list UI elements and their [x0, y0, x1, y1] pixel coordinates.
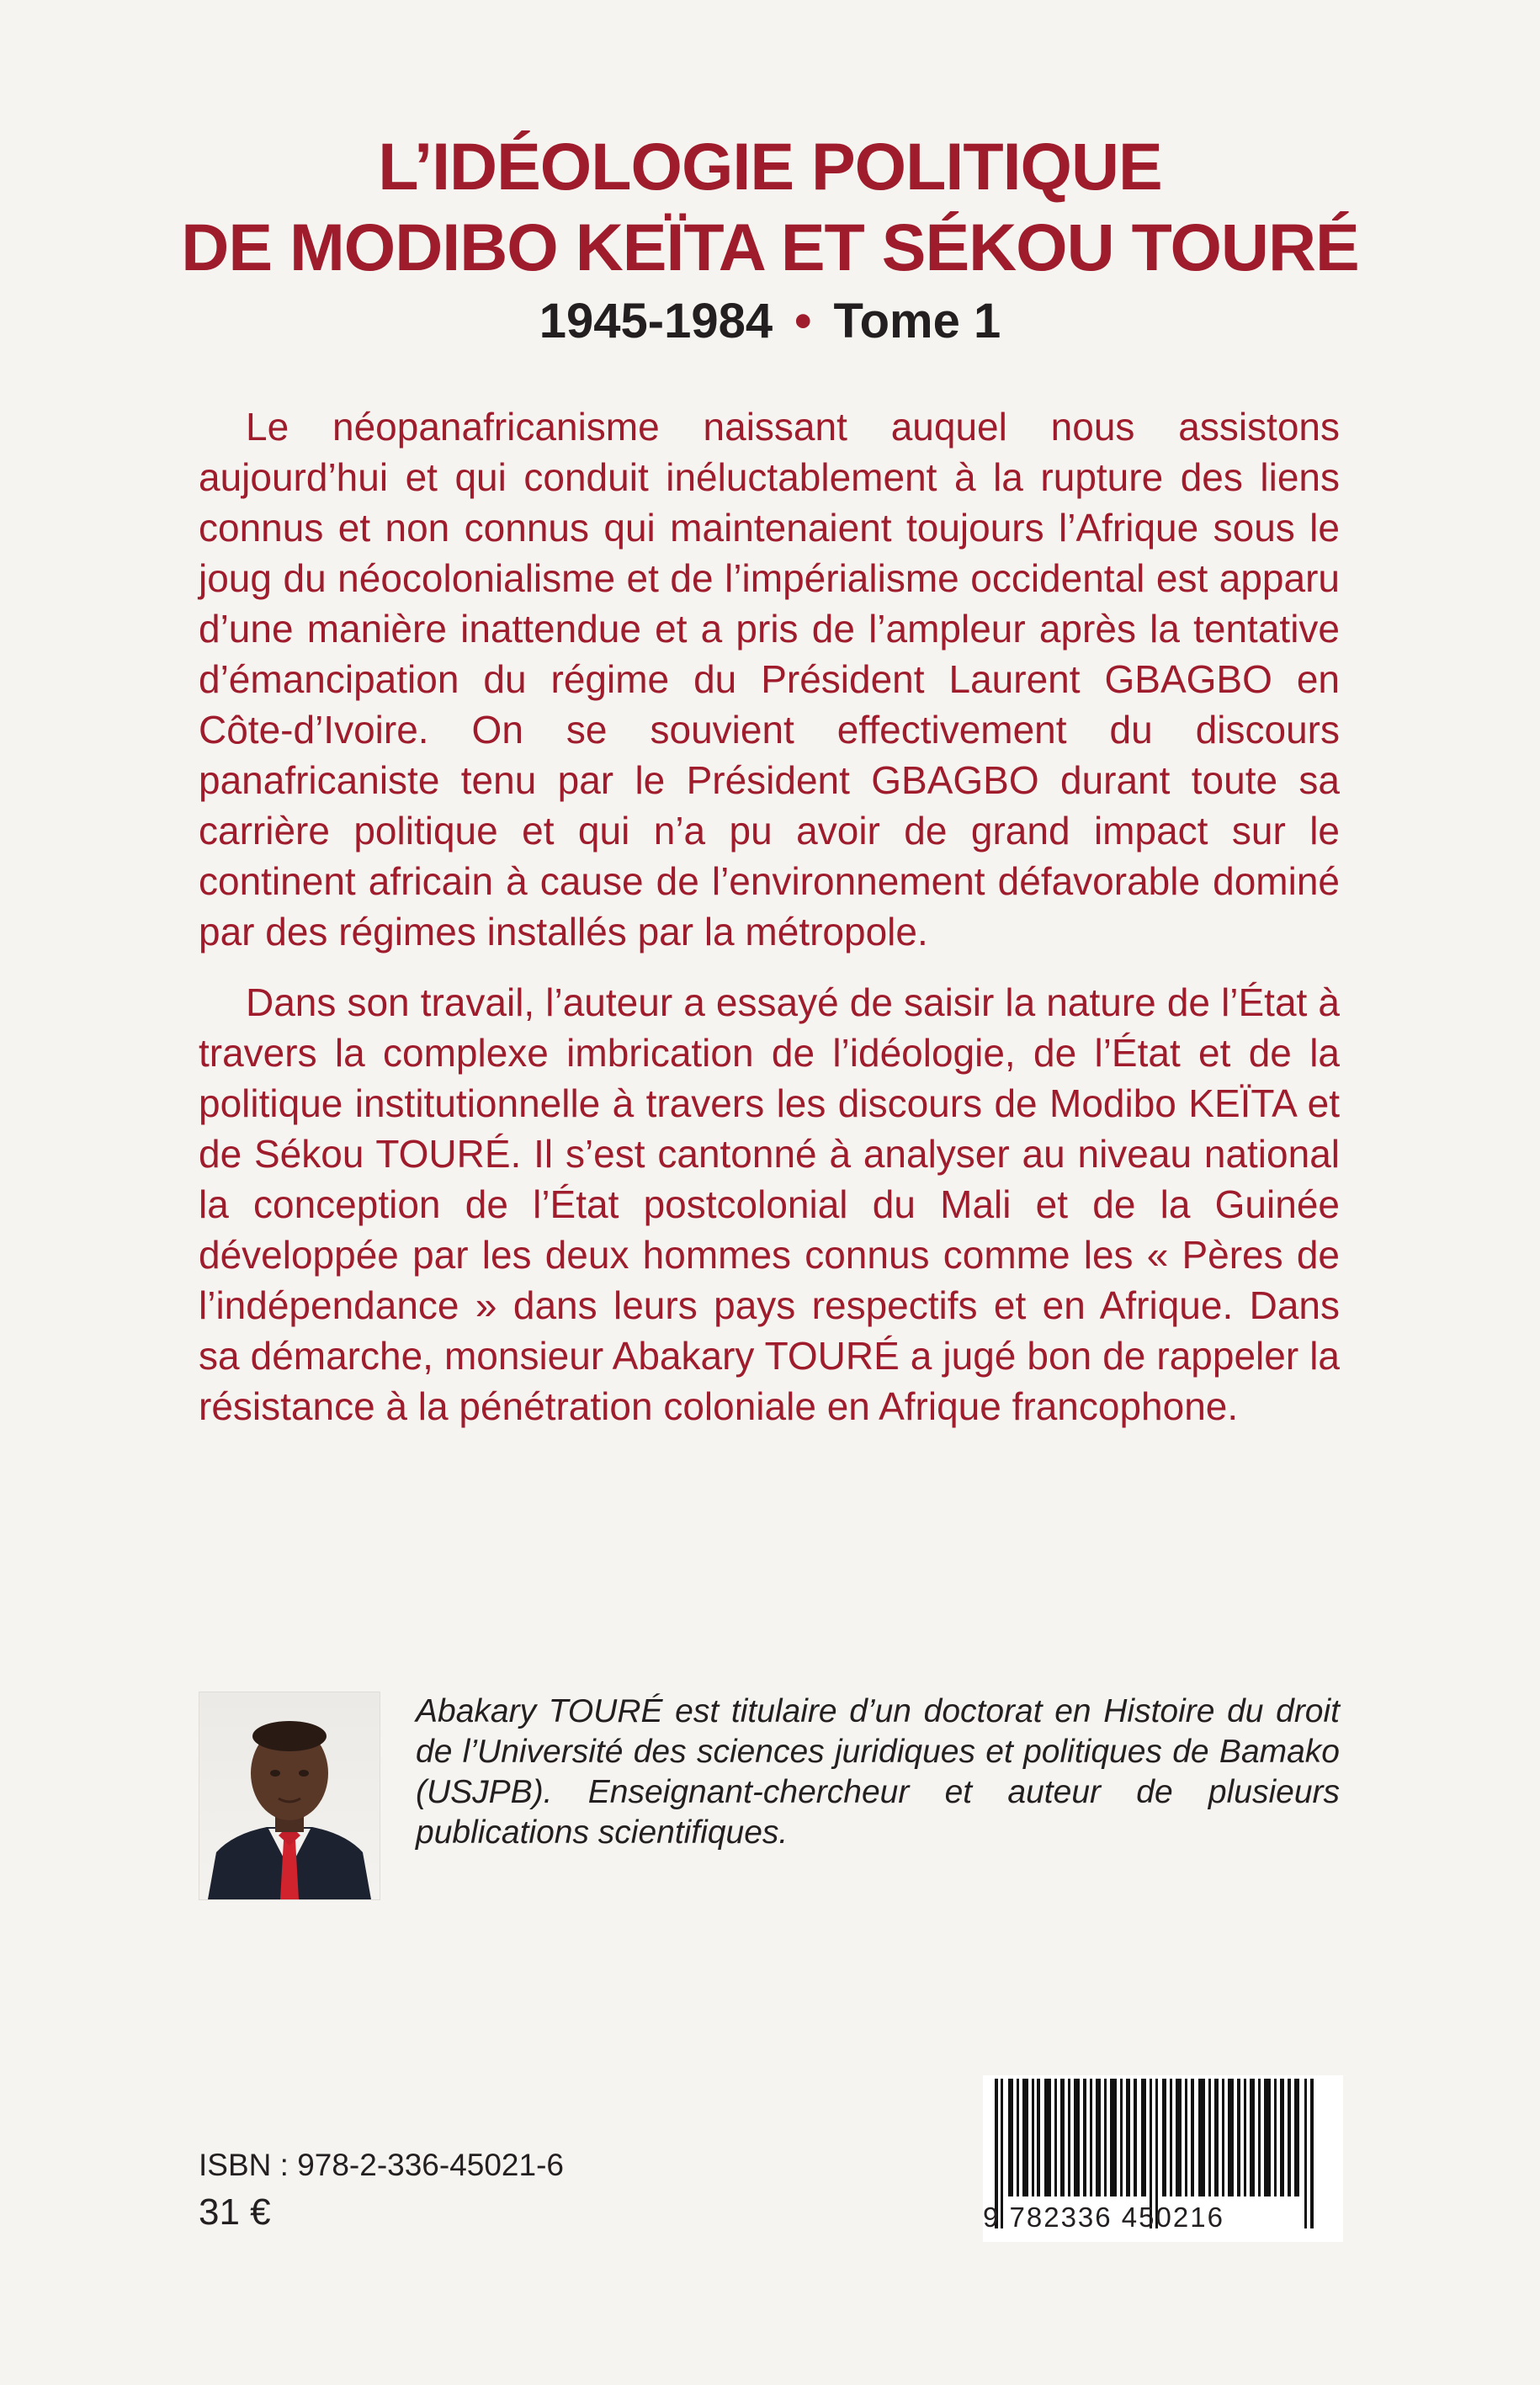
bullet-separator: • [794, 294, 812, 348]
title-line-1: L’IDÉOLOGIE POLITIQUE [378, 129, 1162, 204]
summary-paragraph-1: Le néopanafricanisme naissant auquel nous assistons aujourd’hui et qui conduit inéluctablement à la rupture des liens connus et non connus qui maintenaient toujours l’Afrique sous le joug du néocolonialisme et de l’impérialisme occidental est apparu d’une manière inattendue et a pris de l’ampleur après la tentative d’émancipation du régime du Président Laurent GBAGBO en Côte-d’Ivoire. On se souvient effectivement du discours panafricaniste tenu par le Président GBAGBO durant toute sa carrière politique et qui n’a pu avoir de grand impact sur le continent africain à cause de l’environnement défavorable dominé par des régimes installés par la métropole. [199, 405, 1340, 953]
author-portrait-icon [199, 1692, 380, 1899]
years-label: 1945-1984 [539, 294, 773, 348]
barcode-digits: 9 782336 450216 [983, 2202, 1224, 2233]
tome-label: Tome 1 [833, 294, 1001, 348]
title-line-2: DE MODIBO KEÏTA ET SÉKOU TOURÉ [181, 210, 1359, 284]
price-label: 31 € [199, 2191, 271, 2233]
author-photo [199, 1692, 380, 1900]
summary-text [199, 401, 1340, 1432]
summary-paragraph-2: Dans son travail, l’auteur a essayé de saisir la nature de l’État à travers la complexe imbrication de l’idéologie, de l’État et de la politique institutionnelle à travers les discours de Modibo KEÏTA et de Sékou TOURÉ. Il s’est cantonné à analyser au niveau national la conception de l’État postcolonial du Mali et de la Guinée développée par les deux hommes connus comme les « Pères de l’indépendance » dans leurs pays respectifs et en Afrique. Dans sa démarche, monsieur Abakary TOURÉ a jugé bon de rappeler la résistance à la pénétration coloniale en Afrique francophone. [199, 980, 1340, 1428]
isbn-label: ISBN : 978-2-336-45021-6 [199, 2148, 564, 2182]
title-block [0, 126, 1540, 349]
author-bio: Abakary TOURÉ est titulaire d’un doctorat en Histoire du droit de l’Université des sciences juridiques et politiques de Bamako (USJPB). Enseignant-chercheur et auteur de plusieurs publications scientifiques. [416, 1693, 1340, 1851]
subtitle [0, 293, 1540, 349]
